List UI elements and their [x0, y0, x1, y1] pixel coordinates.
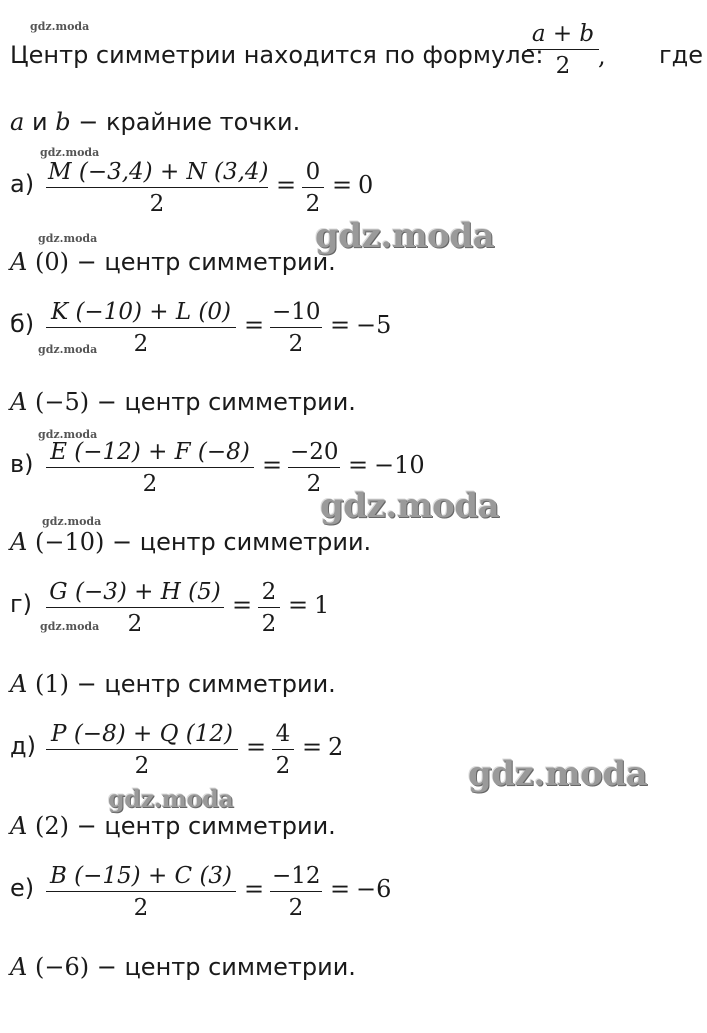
- result-fraction: [302, 160, 324, 216]
- result-fraction: [272, 722, 294, 778]
- item-fraction: [46, 864, 236, 920]
- item-fraction: [46, 160, 268, 216]
- item-label: д): [10, 732, 36, 760]
- intro-var-b: b: [55, 108, 71, 136]
- watermark-large: gdz.moda: [108, 784, 234, 813]
- item-label: а): [10, 170, 35, 198]
- conclusion-point: A: [10, 528, 28, 556]
- equals-sign: =: [246, 733, 267, 761]
- intro-formula-numerator: a + b: [531, 21, 595, 47]
- result-denominator: 2: [261, 611, 277, 638]
- item-result: 2: [328, 733, 344, 761]
- watermark-small: gdz.moda: [40, 620, 100, 633]
- intro-and: и: [31, 108, 48, 136]
- watermark-small: gdz.moda: [40, 146, 100, 159]
- fraction-denominator: 2: [133, 331, 149, 358]
- conclusion-point: A: [10, 670, 28, 698]
- fraction-bar: [272, 749, 294, 750]
- fraction-bar: [270, 327, 322, 328]
- result-denominator: 2: [306, 471, 322, 498]
- conclusion-value: (0): [34, 248, 69, 276]
- fraction-bar: [46, 607, 224, 608]
- item-conclusion: [10, 390, 356, 414]
- result-denominator: 2: [288, 331, 304, 358]
- conclusion-text: − центр симметрии.: [76, 812, 336, 840]
- conclusion-point: A: [10, 248, 28, 276]
- fraction-bar: [258, 607, 280, 608]
- fraction-bar: [270, 891, 322, 892]
- conclusion-text: − центр симметрии.: [96, 953, 356, 981]
- fraction-bar: [46, 467, 254, 468]
- item-result: 0: [358, 171, 374, 199]
- equals-sign: =: [288, 591, 309, 619]
- item-conclusion: [10, 955, 356, 979]
- result-fraction: [270, 300, 322, 356]
- fraction-numerator: E (−12) + F (−8): [50, 439, 250, 465]
- equals-sign: =: [244, 311, 265, 339]
- watermark-small: gdz.moda: [30, 20, 90, 33]
- equals-sign: =: [330, 875, 351, 903]
- equals-sign: =: [244, 875, 265, 903]
- watermark-small: gdz.moda: [38, 343, 98, 356]
- item-label: б): [10, 310, 35, 338]
- result-denominator: 2: [305, 191, 321, 218]
- conclusion-text: − центр симметрии.: [76, 248, 336, 276]
- item-result: −5: [356, 311, 392, 339]
- equals-sign: =: [348, 451, 369, 479]
- intro-formula: [527, 22, 599, 78]
- result-numerator: 2: [261, 579, 277, 605]
- item-label: е): [10, 874, 35, 902]
- item-result: −10: [374, 451, 425, 479]
- watermark-small: gdz.moda: [42, 515, 102, 528]
- fraction-numerator: P (−8) + Q (12): [51, 721, 233, 747]
- item-conclusion: [10, 672, 336, 696]
- conclusion-value: (−6): [34, 953, 90, 981]
- equals-sign: =: [232, 591, 253, 619]
- intro-formula-denominator: 2: [555, 53, 571, 80]
- fraction-bar: [46, 891, 236, 892]
- intro-text: [10, 43, 543, 67]
- result-numerator: 0: [305, 159, 321, 185]
- fraction-denominator: 2: [134, 753, 150, 780]
- intro-rest: − крайние точки.: [78, 108, 301, 136]
- item-fraction: [46, 722, 238, 778]
- fraction-numerator: G (−3) + H (5): [49, 579, 221, 605]
- conclusion-value: (−10): [34, 528, 105, 556]
- conclusion-point: A: [10, 953, 28, 981]
- result-numerator: −20: [290, 439, 339, 465]
- item-conclusion: [10, 250, 336, 274]
- conclusion-value: (−5): [34, 388, 90, 416]
- watermark-small: gdz.moda: [38, 428, 98, 441]
- conclusion-point: A: [10, 812, 28, 840]
- fraction-bar: [46, 187, 268, 188]
- item-conclusion: [10, 814, 336, 838]
- fraction-numerator: M (−3,4) + N (3,4): [48, 159, 269, 185]
- item-fraction: [46, 440, 254, 496]
- equals-sign: =: [330, 311, 351, 339]
- conclusion-text: − центр симметрии.: [112, 528, 372, 556]
- intro-where: где: [659, 41, 703, 69]
- conclusion-value: (1): [34, 670, 69, 698]
- fraction-bar: [46, 327, 236, 328]
- watermark-large: gdz.moda: [320, 486, 500, 526]
- fraction-bar: [46, 749, 238, 750]
- fraction-bar: [288, 467, 340, 468]
- item-conclusion: [10, 530, 371, 554]
- item-label: в): [10, 450, 34, 478]
- intro-line2: [10, 110, 300, 134]
- watermark-large: gdz.moda: [468, 754, 648, 794]
- equals-sign: =: [302, 733, 323, 761]
- watermark-small: gdz.moda: [38, 232, 98, 245]
- conclusion-text: − центр симметрии.: [76, 670, 336, 698]
- fraction-denominator: 2: [133, 895, 149, 922]
- result-denominator: 2: [275, 753, 291, 780]
- fraction-numerator: K (−10) + L (0): [50, 299, 232, 325]
- result-fraction: [258, 580, 280, 636]
- equals-sign: =: [332, 171, 353, 199]
- item-result: −6: [356, 875, 392, 903]
- conclusion-value: (2): [34, 812, 69, 840]
- conclusion-point: A: [10, 388, 28, 416]
- fraction-numerator: B (−15) + C (3): [49, 863, 233, 889]
- fraction-bar: [302, 187, 324, 188]
- equals-sign: =: [276, 171, 297, 199]
- result-denominator: 2: [288, 895, 304, 922]
- watermark-large: gdz.moda: [315, 216, 495, 256]
- item-label: г): [10, 590, 32, 618]
- fraction-denominator: 2: [149, 191, 165, 218]
- intro-var-a: a: [10, 108, 25, 136]
- equals-sign: =: [262, 451, 283, 479]
- intro-sentence: Центр симметрии находится по формуле:: [10, 41, 544, 69]
- result-numerator: −12: [272, 863, 321, 889]
- fraction-bar: [527, 49, 599, 50]
- item-result: 1: [314, 591, 330, 619]
- result-numerator: 4: [275, 721, 291, 747]
- intro-comma: ,: [598, 42, 606, 70]
- result-numerator: −10: [272, 299, 321, 325]
- fraction-denominator: 2: [127, 611, 143, 638]
- fraction-denominator: 2: [142, 471, 158, 498]
- result-fraction: [270, 864, 322, 920]
- conclusion-text: − центр симметрии.: [96, 388, 356, 416]
